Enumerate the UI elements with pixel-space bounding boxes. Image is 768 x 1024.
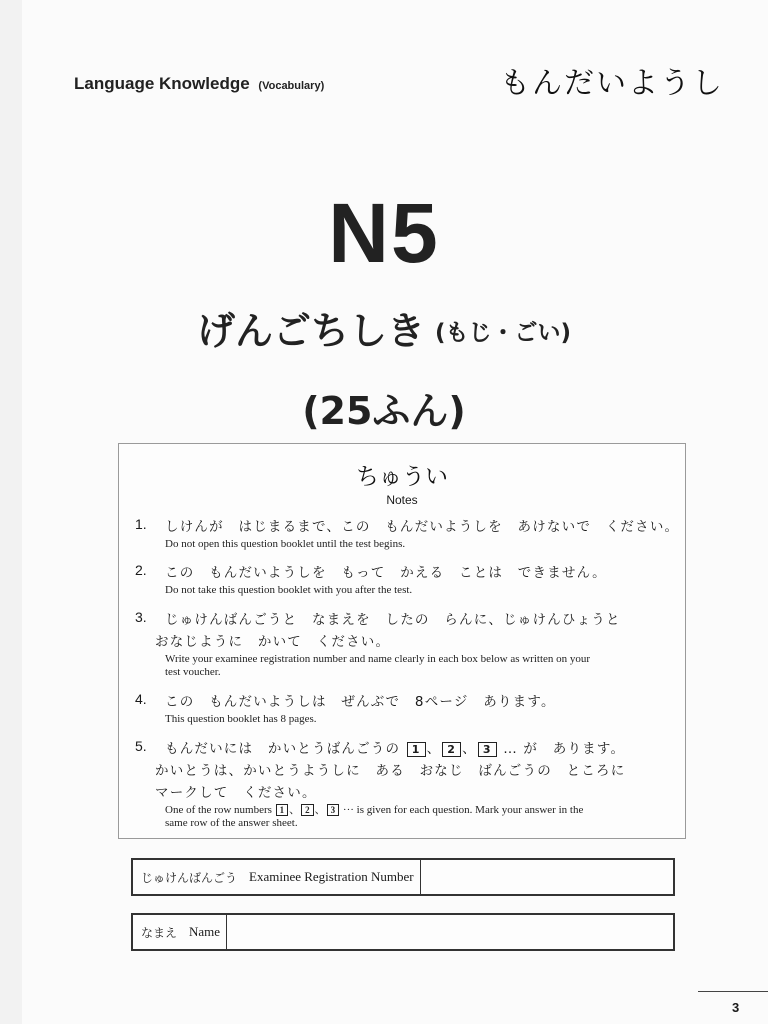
name-label-jp: なまえ bbox=[141, 925, 178, 940]
separator: 、 bbox=[314, 804, 326, 816]
registration-label-jp: じゅけんばんごう bbox=[141, 870, 238, 885]
note-item bbox=[135, 609, 675, 679]
subject-title bbox=[0, 300, 768, 355]
note-jp: しけんが はじまるまで、この もんだいようしを あけないで ください。 bbox=[165, 519, 680, 535]
page-number-rule bbox=[698, 991, 768, 992]
duration-title: (25ふん) bbox=[302, 389, 466, 433]
note-jp: この もんだいようしを もって かえる ことは できません。 bbox=[165, 565, 607, 581]
note-en-continued: test voucher. bbox=[165, 666, 221, 678]
registration-number-entry[interactable] bbox=[421, 860, 673, 894]
registration-label-en: Examinee Registration Number bbox=[249, 869, 414, 884]
note-item bbox=[135, 516, 680, 551]
note-jp bbox=[135, 738, 675, 760]
note-item bbox=[135, 738, 675, 830]
section-subtitle: (Vocabulary) bbox=[258, 80, 325, 92]
note-number: 3. bbox=[135, 609, 147, 625]
notes-subtitle: Notes bbox=[386, 493, 418, 507]
subject-paren: (もじ・ごい) bbox=[434, 320, 572, 346]
notes-title: ちゅうい bbox=[356, 464, 448, 490]
note-number: 1. bbox=[135, 516, 147, 532]
answer-number-box: 1 bbox=[276, 804, 289, 816]
name-label-en: Name bbox=[189, 924, 221, 939]
note-jp-part: … が あります。 bbox=[503, 741, 626, 757]
note-number: 4. bbox=[135, 691, 147, 707]
answer-number-box: 3 bbox=[478, 742, 497, 757]
separator: 、 bbox=[289, 804, 301, 816]
note-en bbox=[135, 804, 675, 817]
section-title: Language Knowledge bbox=[74, 74, 250, 93]
note-jp: じゅけんばんごうと なまえを したの らんに、じゅけんひょうと bbox=[165, 612, 621, 628]
note-jp: この もんだいようしは ぜんぶで 8ページ あります。 bbox=[165, 694, 556, 710]
note-jp-part: もんだいには かいとうばんごうの bbox=[165, 741, 401, 757]
answer-number-box: 2 bbox=[442, 742, 461, 757]
separator: 、 bbox=[426, 741, 442, 757]
note-item bbox=[135, 691, 675, 726]
booklet-title: もんだいようし bbox=[500, 66, 724, 101]
note-jp-continued: マークして ください。 bbox=[155, 785, 317, 801]
section-heading bbox=[74, 74, 324, 94]
name-entry[interactable] bbox=[227, 915, 673, 949]
note-en-part: One of the row numbers bbox=[165, 804, 272, 816]
registration-number-field bbox=[131, 858, 675, 896]
notes-box bbox=[118, 443, 686, 839]
answer-number-box: 3 bbox=[327, 804, 340, 816]
registration-number-label bbox=[133, 860, 414, 894]
note-number: 5. bbox=[135, 738, 147, 754]
level-title: N5 bbox=[328, 186, 440, 280]
note-en: Do not open this question booklet until the test begins. bbox=[165, 538, 406, 550]
separator: 、 bbox=[462, 741, 477, 757]
note-jp-continued: おなじように かいて ください。 bbox=[155, 634, 391, 650]
name-field bbox=[131, 913, 675, 951]
note-en-continued: same row of the answer sheet. bbox=[165, 817, 298, 829]
note-number: 2. bbox=[135, 562, 147, 578]
note-en: Write your examinee registration number and name clearly in each box below as written on your bbox=[165, 653, 591, 665]
page-number: 3 bbox=[732, 1000, 740, 1015]
note-en-part: ··· is given for each question. Mark your answer in the bbox=[342, 804, 584, 816]
answer-number-box: 2 bbox=[301, 804, 314, 816]
note-item bbox=[135, 562, 675, 597]
note-en: This question booklet has 8 pages. bbox=[165, 713, 317, 725]
note-jp-continued: かいとうは、かいとうようしに ある おなじ ばんごうの ところに bbox=[155, 763, 626, 779]
subject-name: げんごちしき bbox=[196, 309, 425, 353]
answer-number-box: 1 bbox=[407, 742, 426, 757]
name-label bbox=[133, 915, 220, 949]
note-en: Do not take this question booklet with you after the test. bbox=[165, 584, 413, 596]
